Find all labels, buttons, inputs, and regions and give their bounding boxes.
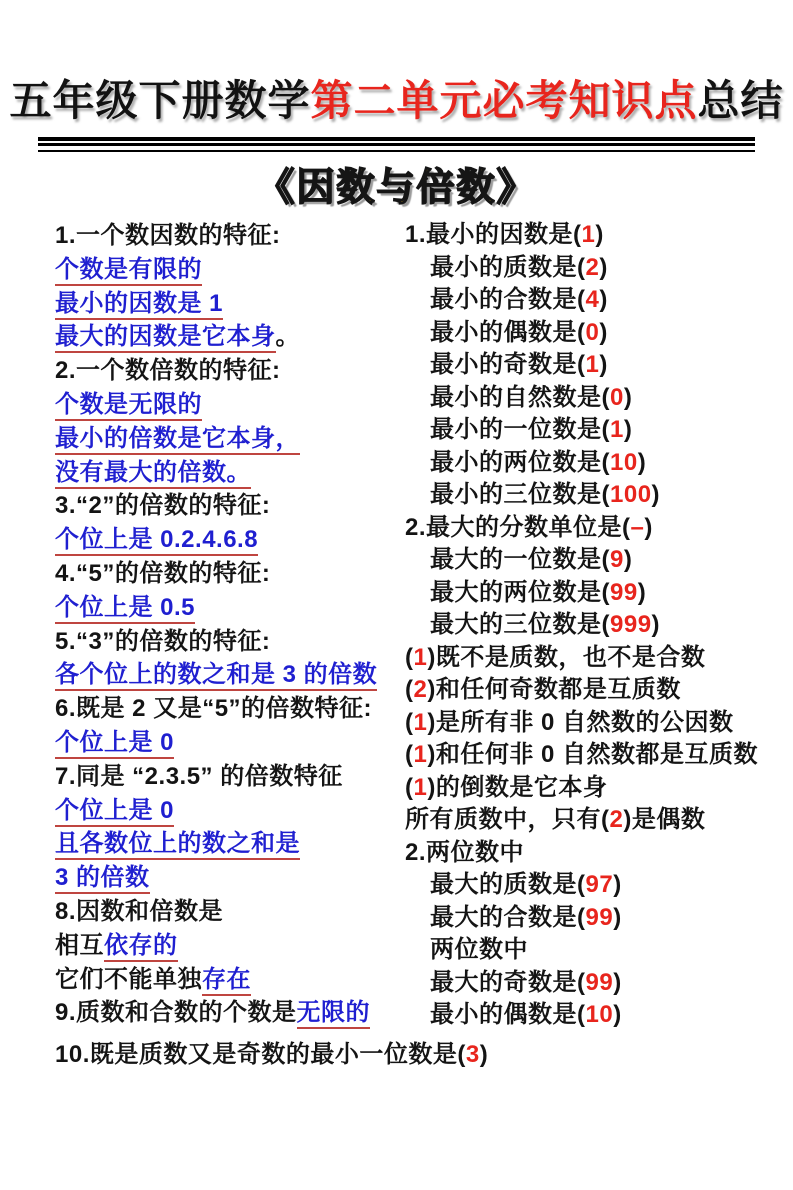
plain-text: 最小的一位数是( bbox=[430, 416, 610, 443]
plain-text: ) bbox=[595, 221, 604, 248]
answer-text: 最大的因数是它本身 bbox=[55, 323, 276, 353]
plain-text: 最大的合数是( bbox=[430, 903, 586, 931]
text-line bbox=[55, 625, 405, 659]
plain-text: ) bbox=[613, 968, 622, 996]
text-line bbox=[405, 739, 793, 772]
answer-number: 1 bbox=[610, 416, 624, 443]
plain-text: )是偶数 bbox=[623, 806, 706, 833]
plain-text: ( bbox=[405, 741, 414, 768]
plain-text: 9.质数和合数的个数是 bbox=[55, 999, 297, 1027]
text-line bbox=[405, 869, 793, 902]
answer-number: – bbox=[630, 513, 645, 541]
text-line bbox=[405, 967, 793, 1000]
plain-text: ) bbox=[651, 611, 661, 638]
plain-text: ( bbox=[405, 708, 414, 736]
text-line bbox=[55, 557, 405, 591]
answer-number: 9 bbox=[610, 546, 624, 573]
text-line bbox=[55, 489, 405, 523]
section-subtitle: 《因数与倍数》 bbox=[256, 167, 537, 209]
content-columns bbox=[55, 219, 793, 1032]
title-part-black-2: 总结 bbox=[697, 79, 784, 125]
text-line bbox=[55, 591, 405, 625]
answer-text: 个位上是 0.5 bbox=[55, 594, 195, 624]
plain-text: 。 bbox=[275, 323, 300, 351]
plain-text: 3.“2”的倍数的特征: bbox=[55, 492, 271, 520]
text-line bbox=[405, 837, 793, 870]
document-page bbox=[0, 68, 793, 1190]
plain-text: ) bbox=[613, 903, 622, 931]
plain-text: ) bbox=[599, 286, 608, 313]
text-line bbox=[55, 726, 405, 760]
answer-number: 1 bbox=[413, 773, 428, 801]
text-line bbox=[405, 219, 793, 252]
text-line bbox=[405, 252, 793, 285]
plain-text: 最大的一位数是( bbox=[430, 546, 610, 573]
text-line bbox=[405, 544, 793, 577]
answer-number: 1 bbox=[413, 643, 428, 671]
answer-number: 99 bbox=[610, 578, 638, 606]
answer-number: 2 bbox=[585, 253, 600, 281]
plain-text: 它们不能单独 bbox=[55, 965, 202, 993]
plain-text: 最大的奇数是( bbox=[430, 968, 586, 996]
plain-text: ) bbox=[599, 351, 608, 378]
text-line bbox=[405, 414, 793, 447]
plain-text: ) bbox=[599, 318, 608, 346]
answer-number: 4 bbox=[585, 286, 600, 313]
answer-text: 没有最大的倍数。 bbox=[55, 459, 251, 489]
plain-text: 最小的合数是( bbox=[430, 286, 586, 313]
text-line bbox=[55, 253, 405, 287]
divider-rule-thick bbox=[38, 137, 755, 141]
plain-text: 最小的自然数是( bbox=[430, 383, 610, 411]
plain-text: ) bbox=[613, 871, 622, 898]
text-line bbox=[405, 577, 793, 610]
plain-text: ( bbox=[405, 676, 414, 703]
plain-text: )既不是质数，也不是合数 bbox=[427, 643, 706, 671]
text-line bbox=[55, 354, 405, 388]
answer-number: 3 bbox=[465, 1040, 480, 1068]
plain-text: 2.一个数倍数的特征: bbox=[55, 357, 281, 385]
plain-text: 最小的两位数是( bbox=[430, 448, 610, 476]
plain-text: 最小的奇数是( bbox=[430, 351, 586, 378]
answer-number: 10 bbox=[585, 1001, 614, 1028]
text-line bbox=[55, 456, 405, 490]
text-line bbox=[55, 658, 405, 692]
text-line bbox=[405, 934, 793, 967]
text-line bbox=[405, 349, 793, 382]
title-divider bbox=[38, 137, 755, 152]
text-line bbox=[55, 963, 405, 997]
plain-text: 最小的质数是( bbox=[430, 253, 586, 281]
answer-text: 个数是有限的 bbox=[55, 256, 202, 286]
plain-text: 相互 bbox=[55, 931, 104, 959]
answer-number: 0 bbox=[585, 318, 600, 346]
answer-text: 最小的倍数是它本身， bbox=[55, 425, 300, 455]
plain-text: ) bbox=[623, 383, 633, 411]
answer-text: 各个位上的数之和是 3 的倍数 bbox=[55, 661, 377, 691]
text-line bbox=[405, 317, 793, 350]
answer-number: 2 bbox=[413, 676, 428, 703]
plain-text: 最大的两位数是( bbox=[430, 578, 610, 606]
answer-text: 且各数位上的数之和是 bbox=[55, 830, 300, 860]
plain-text: )是所有非 0 自然数的公因数 bbox=[427, 708, 734, 736]
text-line bbox=[55, 827, 405, 861]
text-line bbox=[405, 447, 793, 480]
answer-number: 1 bbox=[581, 221, 596, 248]
text-line bbox=[405, 674, 793, 707]
divider-rule-thin bbox=[38, 150, 755, 152]
plain-text: )的倒数是它本身 bbox=[427, 773, 608, 801]
plain-text: ) bbox=[637, 448, 647, 476]
plain-text: ) bbox=[644, 513, 653, 541]
title-part-red: 第二单元必考知识点 bbox=[310, 79, 698, 125]
plain-text: ( bbox=[405, 643, 414, 671]
text-line bbox=[405, 902, 793, 935]
plain-text: 10.既是质数又是奇数的最小一位数是( bbox=[55, 1040, 466, 1068]
plain-text: 8.因数和倍数是 bbox=[55, 897, 224, 925]
plain-text: 所有质数中，只有( bbox=[405, 806, 610, 833]
answer-text: 依存的 bbox=[104, 932, 178, 962]
answer-text: 个数是无限的 bbox=[55, 391, 202, 421]
text-line bbox=[55, 388, 405, 422]
plain-text: 2.两位数中 bbox=[405, 838, 525, 866]
text-line bbox=[55, 929, 405, 963]
text-line bbox=[55, 794, 405, 828]
answer-number: 1 bbox=[413, 708, 428, 736]
plain-text: ) bbox=[623, 546, 633, 573]
text-line bbox=[55, 523, 405, 557]
text-line bbox=[405, 707, 793, 740]
answer-text: 最小的因数是 1 bbox=[55, 290, 223, 320]
text-line bbox=[55, 692, 405, 726]
plain-text: )和任何非 0 自然数都是互质数 bbox=[427, 741, 759, 768]
text-line bbox=[55, 1038, 793, 1072]
plain-text: 6.既是 2 又是“5”的倍数特征: bbox=[55, 695, 373, 723]
plain-text: )和任何奇数都是互质数 bbox=[427, 676, 681, 703]
text-line bbox=[405, 512, 793, 545]
plain-text: ( bbox=[405, 773, 414, 801]
right-column bbox=[405, 219, 793, 1032]
plain-text: 7.同是 “2.3.5” 的倍数特征 bbox=[55, 762, 343, 790]
plain-text: ) bbox=[637, 578, 647, 606]
plain-text: ) bbox=[613, 1001, 622, 1028]
answer-number: 99 bbox=[585, 968, 614, 996]
plain-text: 2.最大的分数单位是( bbox=[405, 513, 631, 541]
answer-text: 个位上是 0.2.4.6.8 bbox=[55, 526, 258, 556]
text-line bbox=[55, 422, 405, 456]
plain-text: ) bbox=[651, 481, 661, 508]
answer-number: 100 bbox=[610, 481, 652, 508]
plain-text: ) bbox=[599, 253, 608, 281]
text-line bbox=[405, 642, 793, 675]
text-line bbox=[55, 219, 405, 253]
text-line bbox=[405, 479, 793, 512]
answer-number: 1 bbox=[585, 351, 600, 378]
title-part-black-1: 五年级下册数学 bbox=[9, 79, 311, 125]
plain-text: 5.“3”的倍数的特征: bbox=[55, 627, 271, 655]
answer-number: 0 bbox=[610, 383, 624, 411]
text-line bbox=[405, 284, 793, 317]
answer-number: 10 bbox=[610, 448, 638, 476]
text-line bbox=[55, 895, 405, 929]
plain-text: 最大的质数是( bbox=[430, 871, 586, 898]
text-line bbox=[55, 320, 405, 354]
answer-text: 存在 bbox=[202, 966, 251, 996]
plain-text: 4.“5”的倍数的特征: bbox=[55, 559, 271, 587]
text-line bbox=[55, 760, 405, 794]
plain-text: 最小的三位数是( bbox=[430, 481, 610, 508]
divider-rule-medium bbox=[38, 143, 755, 146]
answer-text: 3 的倍数 bbox=[55, 864, 150, 894]
left-column bbox=[55, 219, 405, 1030]
text-line bbox=[405, 999, 793, 1032]
plain-text: ) bbox=[479, 1040, 489, 1068]
footer-knowledge-line bbox=[55, 1038, 793, 1072]
answer-text: 个位上是 0 bbox=[55, 797, 174, 827]
answer-text: 无限的 bbox=[297, 999, 371, 1029]
plain-text: ) bbox=[623, 416, 633, 443]
text-line bbox=[405, 609, 793, 642]
answer-number: 1 bbox=[413, 741, 428, 768]
text-line bbox=[405, 804, 793, 837]
text-line bbox=[405, 772, 793, 805]
answer-number: 97 bbox=[585, 871, 614, 898]
text-line bbox=[55, 996, 405, 1030]
plain-text: 最小的偶数是( bbox=[430, 1001, 586, 1028]
plain-text: 两位数中 bbox=[430, 936, 528, 963]
answer-number: 99 bbox=[585, 903, 614, 931]
page-title bbox=[0, 68, 793, 128]
answer-number: 999 bbox=[610, 611, 652, 638]
answer-number: 2 bbox=[609, 806, 624, 833]
text-line bbox=[55, 861, 405, 895]
text-line bbox=[405, 382, 793, 415]
text-line bbox=[55, 287, 405, 321]
plain-text: 1.一个数因数的特征: bbox=[55, 222, 281, 249]
plain-text: 1.最小的因数是( bbox=[405, 221, 582, 248]
plain-text: 最小的偶数是( bbox=[430, 318, 586, 346]
plain-text: 最大的三位数是( bbox=[430, 611, 610, 638]
answer-text: 个位上是 0 bbox=[55, 729, 174, 759]
